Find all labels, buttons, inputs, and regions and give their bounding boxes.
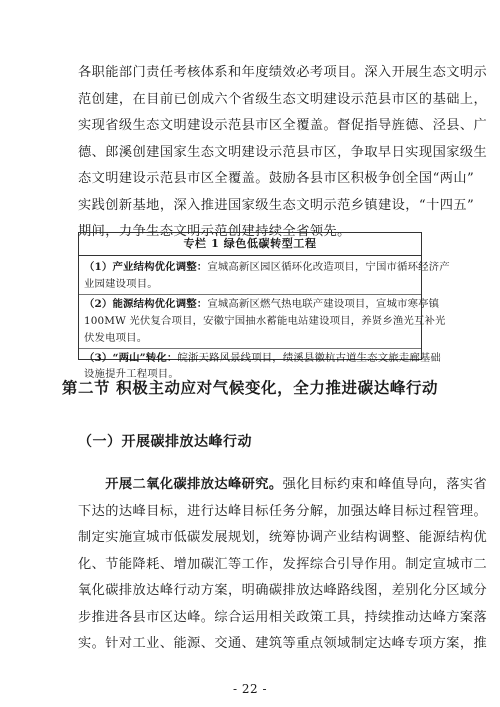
paragraph-line: 下达的达峰目标，进行达峰目标任务分解，加强达峰目标过程管理。 <box>78 503 488 519</box>
box-divider <box>79 348 421 349</box>
box-item-3-text: 皖浙天路风景线项目，绩溪县徽杭古道生态文旅走廊基础 <box>177 351 441 364</box>
paragraph-line: 实践创新基地，深入推进国家级生态文明示范乡镇建设，“十四五” <box>78 197 475 213</box>
paragraph-line: 态文明建设示范县市区全覆盖。鼓励各县市区积极争创全国“两山” <box>78 171 475 186</box>
paragraph-lead: 开展二氧化碳排放达峰研究。 <box>105 477 283 492</box>
paragraph-line: 范创建，在目前已创成六个省级生态文明建设示范县市区的基础上， <box>78 91 488 107</box>
box-item-3-label: （3）“两山”转化： <box>84 351 178 364</box>
box-item-3-cont: 设施提升工程项目。 <box>84 368 179 381</box>
box-item-1-text: 宣城高新区园区循环化改造项目，宁国市循环经济产 <box>207 261 450 273</box>
subsection-heading: （一）开展碳排放达峰行动 <box>78 434 252 450</box>
box-item-2-text: 宣城高新区燃气热电联产建设项目，宣城市寒亭镇 <box>207 297 440 310</box>
box-item-1 <box>84 259 450 276</box>
paragraph-line: 德、郎溪创建国家生态文明建设示范县市区，争取早日实现国家级生 <box>78 144 488 160</box>
feature-box-title: 专栏 1 绿色低碳转型工程 <box>79 233 421 256</box>
feature-box-body <box>79 256 450 383</box>
paragraph-line: 各职能部门责任考核体系和年度绩效必考项目。深入开展生态文明示 <box>78 65 488 80</box>
bottom-paragraph <box>78 472 488 658</box>
paragraph-first-line <box>78 472 488 499</box>
box-item-2-cont: 伏发电项目。 <box>84 331 148 344</box>
paragraph-line: 氧化碳排放达峰行动方案，明确碳排放达峰路线图，差别化分区域分 <box>78 583 488 598</box>
box-item-2-label: （2）能源结构优化调整： <box>84 297 208 310</box>
feature-box <box>78 232 450 381</box>
box-item-3 <box>84 350 441 367</box>
box-item-1-cont: 业园建设项目。 <box>84 277 158 290</box>
section-heading: 第二节 积极主动应对气候变化，全力推进碳达峰行动 <box>61 379 439 397</box>
box-item-2 <box>84 296 440 313</box>
box-item-2-cont: 100MW 光伏复合项目，安徽宁国抽水蓄能电站建设项目，养贤乡渔光互补光 <box>84 314 446 327</box>
paragraph-lead-rest: 强化目标约束和峰值导向，落实省 <box>282 477 488 492</box>
page-number: - 22 - <box>232 682 267 696</box>
paragraph-line: 实。针对工业、能源、交通、建筑等重点领域制定达峰专项方案，推 <box>78 636 488 651</box>
paragraph-line: 制定实施宣城市低碳发展规划，统筹协调产业结构调整、能源结构优 <box>78 530 488 545</box>
paragraph-line: 化、节能降耗、增加碳汇等工作，发挥综合引导作用。制定宣城市二 <box>78 556 488 572</box>
paragraph-line: 期间，力争生态文明示范创建持续全省领先。 <box>78 224 351 239</box>
top-paragraph <box>78 60 488 246</box>
box-divider <box>79 294 421 295</box>
paragraph-line: 实现省级生态文明建设示范县市区全覆盖。督促指导旌德、泾县、广 <box>78 118 488 133</box>
box-item-1-label: （1）产业结构优化调整： <box>84 261 208 273</box>
paragraph-line: 步推进各县市区达峰。综合运用相关政策工具，持续推动达峰方案落 <box>78 609 488 625</box>
